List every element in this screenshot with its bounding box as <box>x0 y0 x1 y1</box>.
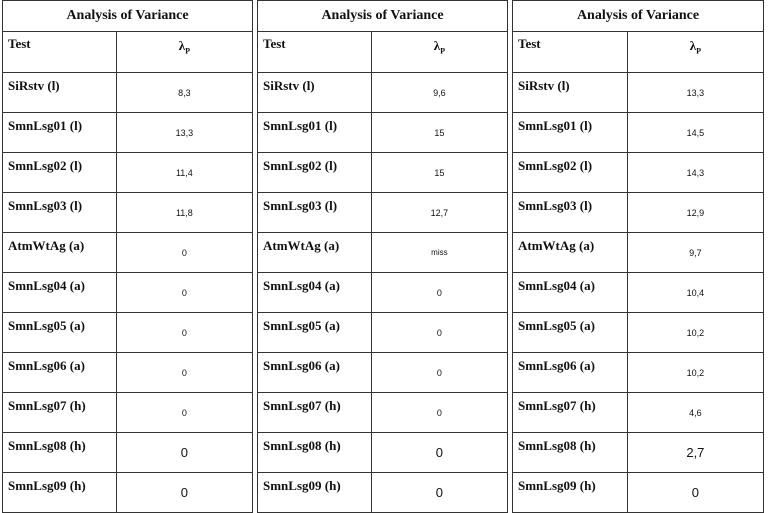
table-row <box>513 113 764 153</box>
lambda-value: 0 <box>371 313 507 353</box>
lambda-value: 9,6 <box>371 73 507 113</box>
test-name: SmnLsg01 (l) <box>513 113 628 153</box>
test-name: SmnLsg04 (a) <box>258 273 372 313</box>
lambda-value: 0 <box>116 353 252 393</box>
table-row <box>3 153 253 193</box>
test-name: SmnLsg07 (h) <box>513 393 628 433</box>
column-header-test: Test <box>513 32 628 73</box>
table-row <box>513 233 764 273</box>
test-name: SmnLsg08 (h) <box>258 433 372 473</box>
table-row <box>3 433 253 473</box>
lambda-value: 0 <box>116 313 252 353</box>
table-title: Analysis of Variance <box>258 1 508 32</box>
anova-table-3 <box>512 0 764 513</box>
lambda-subscript: P <box>696 46 702 56</box>
column-header-test: Test <box>3 32 117 73</box>
lambda-value: 0 <box>116 233 252 273</box>
lambda-value: 10,2 <box>627 353 763 393</box>
test-name: SmnLsg03 (l) <box>3 193 117 233</box>
test-name: SmnLsg08 (h) <box>3 433 117 473</box>
table-row <box>513 433 764 473</box>
test-name: SmnLsg05 (a) <box>258 313 372 353</box>
lambda-value: 14,3 <box>627 153 763 193</box>
lambda-value: 0 <box>371 353 507 393</box>
lambda-value: 13,3 <box>116 113 252 153</box>
test-name: AtmWtAg (a) <box>258 233 372 273</box>
lambda-value: 2,7 <box>627 433 763 473</box>
lambda-symbol: λ <box>178 38 186 53</box>
table-row <box>258 353 508 393</box>
lambda-value: 0 <box>116 433 252 473</box>
table-row <box>3 113 253 153</box>
table-row <box>258 233 508 273</box>
table-row <box>3 393 253 433</box>
test-name: SmnLsg09 (h) <box>3 473 117 513</box>
table-row <box>258 153 508 193</box>
table-row <box>258 113 508 153</box>
lambda-subscript: P <box>440 46 446 56</box>
table-row <box>258 313 508 353</box>
lambda-value: 13,3 <box>627 73 763 113</box>
lambda-value: 4,6 <box>627 393 763 433</box>
test-name: SmnLsg04 (a) <box>3 273 117 313</box>
lambda-symbol: λ <box>689 38 697 53</box>
lambda-value: 0 <box>371 473 507 513</box>
lambda-value: 15 <box>371 153 507 193</box>
test-name: SmnLsg05 (a) <box>3 313 117 353</box>
test-name: SmnLsg03 (l) <box>513 193 628 233</box>
test-name: SmnLsg01 (l) <box>258 113 372 153</box>
test-name: SmnLsg02 (l) <box>3 153 117 193</box>
test-name: SmnLsg07 (h) <box>258 393 372 433</box>
table-row <box>513 73 764 113</box>
lambda-value: 0 <box>371 393 507 433</box>
test-name: SmnLsg06 (a) <box>3 353 117 393</box>
lambda-value: miss <box>371 233 507 273</box>
anova-table-2 <box>257 0 508 513</box>
lambda-value: 0 <box>627 473 763 513</box>
table-row <box>258 193 508 233</box>
table-title: Analysis of Variance <box>3 1 253 32</box>
test-name: SiRstv (l) <box>258 73 372 113</box>
test-name: SmnLsg04 (a) <box>513 273 628 313</box>
lambda-value: 10,2 <box>627 313 763 353</box>
test-name: SmnLsg06 (a) <box>513 353 628 393</box>
table-row <box>258 393 508 433</box>
table-row <box>3 313 253 353</box>
table-row <box>3 353 253 393</box>
test-name: SmnLsg03 (l) <box>258 193 372 233</box>
lambda-value: 11,4 <box>116 153 252 193</box>
lambda-value: 0 <box>371 273 507 313</box>
column-header-test: Test <box>258 32 372 73</box>
table-row <box>3 233 253 273</box>
lambda-value: 12,9 <box>627 193 763 233</box>
test-name: SmnLsg02 (l) <box>513 153 628 193</box>
column-header-lambda <box>371 32 507 73</box>
lambda-value: 0 <box>371 433 507 473</box>
lambda-value: 10,4 <box>627 273 763 313</box>
test-name: SmnLsg08 (h) <box>513 433 628 473</box>
table-row <box>513 393 764 433</box>
lambda-value: 12,7 <box>371 193 507 233</box>
test-name: SmnLsg07 (h) <box>3 393 117 433</box>
table-row <box>3 73 253 113</box>
test-name: SmnLsg06 (a) <box>258 353 372 393</box>
test-name: SmnLsg09 (h) <box>258 473 372 513</box>
lambda-value: 0 <box>116 393 252 433</box>
test-name: SiRstv (l) <box>513 73 628 113</box>
table-row <box>513 273 764 313</box>
column-header-lambda <box>116 32 252 73</box>
table-row <box>3 193 253 233</box>
lambda-value: 9,7 <box>627 233 763 273</box>
anova-table-1 <box>2 0 253 513</box>
table-row <box>3 473 253 513</box>
lambda-value: 0 <box>116 273 252 313</box>
table-row <box>513 153 764 193</box>
lambda-value: 8,3 <box>116 73 252 113</box>
test-name: SmnLsg01 (l) <box>3 113 117 153</box>
lambda-symbol: λ <box>433 38 441 53</box>
column-header-lambda <box>627 32 763 73</box>
table-row <box>258 273 508 313</box>
test-name: AtmWtAg (a) <box>513 233 628 273</box>
table-row <box>513 193 764 233</box>
lambda-value: 11,8 <box>116 193 252 233</box>
lambda-value: 14,5 <box>627 113 763 153</box>
table-row <box>258 433 508 473</box>
lambda-subscript: P <box>185 46 191 56</box>
table-row <box>258 473 508 513</box>
table-row <box>3 273 253 313</box>
test-name: SiRstv (l) <box>3 73 117 113</box>
table-title: Analysis of Variance <box>513 1 764 32</box>
test-name: AtmWtAg (a) <box>3 233 117 273</box>
lambda-value: 0 <box>116 473 252 513</box>
table-row <box>258 73 508 113</box>
test-name: SmnLsg05 (a) <box>513 313 628 353</box>
table-row <box>513 473 764 513</box>
lambda-value: 15 <box>371 113 507 153</box>
table-row <box>513 353 764 393</box>
test-name: SmnLsg09 (h) <box>513 473 628 513</box>
table-row <box>513 313 764 353</box>
test-name: SmnLsg02 (l) <box>258 153 372 193</box>
